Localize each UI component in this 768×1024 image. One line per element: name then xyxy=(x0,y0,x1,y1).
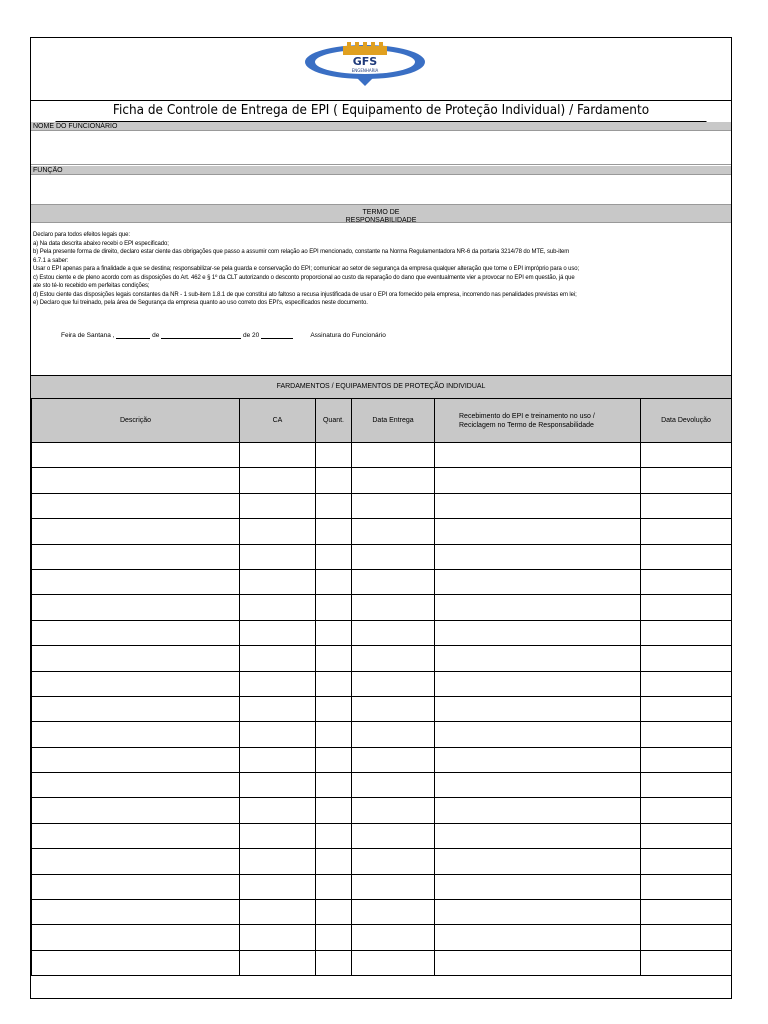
cell-ca[interactable] xyxy=(240,900,316,925)
cell-recebimento[interactable] xyxy=(435,798,641,823)
cell-recebimento[interactable] xyxy=(435,950,641,975)
cell-descricao[interactable] xyxy=(32,569,240,594)
termo-heading xyxy=(31,204,731,223)
cell-quant[interactable] xyxy=(316,671,352,696)
cell-data-entrega[interactable] xyxy=(352,925,435,950)
termo-line: a) Na data descrita abaixo recebi o EPI especificado; xyxy=(33,240,169,247)
cell-ca[interactable] xyxy=(240,849,316,874)
cell-ca[interactable] xyxy=(240,468,316,493)
cell-data-entrega[interactable] xyxy=(352,798,435,823)
table-row xyxy=(32,468,732,493)
sign-de-2: de 20 xyxy=(242,332,260,339)
termo-line: c) Estou ciente e de pleno acordo com as disposições do Art. 462 e § 1º da CLT autorizando o desconto proporcional ao custo da reparação do dano que eventualmente vier a provocar no EPI em questão, já que xyxy=(33,274,575,281)
cell-ca[interactable] xyxy=(240,874,316,899)
cell-data-devolucao[interactable] xyxy=(641,823,732,848)
cell-data-devolucao[interactable] xyxy=(641,443,732,468)
cell-quant[interactable] xyxy=(316,443,352,468)
cell-data-entrega[interactable] xyxy=(352,773,435,798)
cell-data-entrega[interactable] xyxy=(352,874,435,899)
cell-ca[interactable] xyxy=(240,544,316,569)
cell-data-entrega[interactable] xyxy=(352,696,435,721)
cell-quant[interactable] xyxy=(316,519,352,544)
cell-data-devolucao[interactable] xyxy=(641,646,732,671)
cell-quant[interactable] xyxy=(316,874,352,899)
cell-quant[interactable] xyxy=(316,849,352,874)
cell-descricao[interactable] xyxy=(32,900,240,925)
table-row xyxy=(32,595,732,620)
cell-data-devolucao[interactable] xyxy=(641,544,732,569)
cell-ca[interactable] xyxy=(240,798,316,823)
cell-data-entrega[interactable] xyxy=(352,544,435,569)
cell-quant[interactable] xyxy=(316,493,352,518)
cell-ca[interactable] xyxy=(240,950,316,975)
cell-data-entrega[interactable] xyxy=(352,620,435,645)
table-row xyxy=(32,493,732,518)
cell-data-devolucao[interactable] xyxy=(641,696,732,721)
cell-data-entrega[interactable] xyxy=(352,722,435,747)
termo-line: b) Pela presente forma de direito, declaro estar ciente das obrigações que passo a assumir com relação ao EPI mencionado, constante na Norma Regulamentadora NR-6 da portaria 3214/78 do MTE, sub-item xyxy=(33,249,570,255)
cell-recebimento[interactable] xyxy=(435,849,641,874)
cell-quant[interactable] xyxy=(316,773,352,798)
logo-subtext: ENGENHARIA xyxy=(351,68,379,73)
cell-descricao[interactable] xyxy=(32,925,240,950)
cell-quant[interactable] xyxy=(316,747,352,772)
cell-recebimento[interactable] xyxy=(435,773,641,798)
cell-quant[interactable] xyxy=(316,620,352,645)
cell-data-devolucao[interactable] xyxy=(641,519,732,544)
termo-line: e) Declaro que fui treinado, pela área de Segurança da empresa quanto ao uso correto dos EPI's, especificados neste documento. xyxy=(33,300,368,306)
cell-data-devolucao[interactable] xyxy=(641,671,732,696)
termo-line: ate sto té-lo recebido em perfeitas condições; xyxy=(33,283,150,289)
cell-ca[interactable] xyxy=(240,443,316,468)
cell-descricao[interactable] xyxy=(32,671,240,696)
table-row xyxy=(32,671,732,696)
cell-recebimento[interactable] xyxy=(435,722,641,747)
cell-data-entrega[interactable] xyxy=(352,493,435,518)
cell-data-devolucao[interactable] xyxy=(641,798,732,823)
cell-descricao[interactable] xyxy=(32,823,240,848)
cell-descricao[interactable] xyxy=(32,646,240,671)
nome-funcionario-label: NOME DO FUNCIONÁRIO xyxy=(31,122,731,131)
cell-data-entrega[interactable] xyxy=(352,646,435,671)
table-row xyxy=(32,747,732,772)
cell-quant[interactable] xyxy=(316,646,352,671)
funcao-field[interactable] xyxy=(31,175,731,204)
signature-line xyxy=(61,332,386,339)
logo-text: GFS xyxy=(352,55,378,68)
cell-recebimento[interactable] xyxy=(435,544,641,569)
cell-recebimento[interactable] xyxy=(435,646,641,671)
cell-quant[interactable] xyxy=(316,925,352,950)
cell-ca[interactable] xyxy=(240,722,316,747)
cell-data-devolucao[interactable] xyxy=(641,468,732,493)
termo-heading-line2: RESPONSABILIDADE xyxy=(345,217,417,223)
funcao-label: FUNÇÃO xyxy=(31,166,731,175)
cell-recebimento[interactable] xyxy=(435,468,641,493)
table-row xyxy=(32,950,732,975)
cell-ca[interactable] xyxy=(240,671,316,696)
cell-ca[interactable] xyxy=(240,773,316,798)
header-logo-area xyxy=(31,38,731,101)
cell-quant[interactable] xyxy=(316,468,352,493)
sign-assinatura-label: Assinatura do Funcionário xyxy=(310,332,386,339)
termo-text xyxy=(31,231,731,308)
cell-data-devolucao[interactable] xyxy=(641,595,732,620)
cell-data-devolucao[interactable] xyxy=(641,900,732,925)
sign-city: Feira de Santana , xyxy=(61,332,115,339)
table-row xyxy=(32,544,732,569)
cell-recebimento[interactable] xyxy=(435,925,641,950)
cell-data-entrega[interactable] xyxy=(352,950,435,975)
nome-funcionario-field[interactable] xyxy=(31,131,731,165)
cell-ca[interactable] xyxy=(240,646,316,671)
col-quant: Quant. xyxy=(316,399,352,443)
cell-descricao[interactable] xyxy=(32,468,240,493)
table-row xyxy=(32,569,732,594)
table-row xyxy=(32,443,732,468)
cell-data-entrega[interactable] xyxy=(352,671,435,696)
cell-descricao[interactable] xyxy=(32,519,240,544)
cell-data-devolucao[interactable] xyxy=(641,569,732,594)
cell-quant[interactable] xyxy=(316,544,352,569)
col-data-devolucao: Data Devolução xyxy=(641,399,732,443)
table-row xyxy=(32,900,732,925)
cell-descricao[interactable] xyxy=(32,544,240,569)
day-blank[interactable] xyxy=(116,338,150,339)
table-row xyxy=(32,519,732,544)
epi-table-header-row xyxy=(32,399,732,443)
epi-form-sheet xyxy=(30,37,732,999)
cell-ca[interactable] xyxy=(240,519,316,544)
table-row xyxy=(32,823,732,848)
cell-descricao[interactable] xyxy=(32,595,240,620)
cell-data-devolucao[interactable] xyxy=(641,747,732,772)
cell-ca[interactable] xyxy=(240,925,316,950)
year-blank[interactable] xyxy=(261,338,293,339)
cell-quant[interactable] xyxy=(316,900,352,925)
cell-quant[interactable] xyxy=(316,950,352,975)
cell-data-devolucao[interactable] xyxy=(641,773,732,798)
cell-data-devolucao[interactable] xyxy=(641,620,732,645)
cell-data-entrega[interactable] xyxy=(352,747,435,772)
cell-descricao[interactable] xyxy=(32,493,240,518)
cell-data-devolucao[interactable] xyxy=(641,493,732,518)
cell-descricao[interactable] xyxy=(32,747,240,772)
col-ca: CA xyxy=(240,399,316,443)
epi-table xyxy=(31,398,732,976)
termo-line: d) Estou ciente das disposições legais constantes da NR - 1 sub-item 1.8.1 de que constitui ato faltoso a recusa injustificada de usar o EPI ora fornecido pela empresa, incorrendo nas penalidades previstas em lei; xyxy=(33,291,577,298)
cell-descricao[interactable] xyxy=(32,773,240,798)
month-blank[interactable] xyxy=(161,338,241,339)
cell-descricao[interactable] xyxy=(32,620,240,645)
cell-descricao[interactable] xyxy=(32,874,240,899)
col-descricao: Descrição xyxy=(32,399,240,443)
cell-quant[interactable] xyxy=(316,798,352,823)
cell-data-entrega[interactable] xyxy=(352,443,435,468)
cell-data-entrega[interactable] xyxy=(352,569,435,594)
cell-data-entrega[interactable] xyxy=(352,823,435,848)
cell-recebimento[interactable] xyxy=(435,696,641,721)
form-title: Ficha de Controle de Entrega de EPI ( Equipamento de Proteção Individual) / Fardamento xyxy=(56,100,707,122)
cell-recebimento[interactable] xyxy=(435,823,641,848)
table-row xyxy=(32,798,732,823)
cell-data-entrega[interactable] xyxy=(352,849,435,874)
termo-line: Usar o EPI apenas para a finalidade a que se destina; responsabilizar-se pela guarda e conservação do EPI; comunicar ao setor de segurança da empresa qualquer alteração que torne o EPI impróprio para o uso; xyxy=(33,266,580,272)
cell-ca[interactable] xyxy=(240,569,316,594)
cell-ca[interactable] xyxy=(240,747,316,772)
company-logo xyxy=(303,40,427,86)
termo-line: 6.7.1 a saber: xyxy=(33,257,69,264)
cell-descricao[interactable] xyxy=(32,722,240,747)
cell-quant[interactable] xyxy=(316,569,352,594)
cell-ca[interactable] xyxy=(240,823,316,848)
cell-ca[interactable] xyxy=(240,493,316,518)
table-row xyxy=(32,849,732,874)
cell-data-entrega[interactable] xyxy=(352,900,435,925)
cell-data-devolucao[interactable] xyxy=(641,874,732,899)
cell-recebimento[interactable] xyxy=(435,443,641,468)
cell-data-devolucao[interactable] xyxy=(641,925,732,950)
cell-data-devolucao[interactable] xyxy=(641,950,732,975)
table-row xyxy=(32,722,732,747)
cell-recebimento[interactable] xyxy=(435,620,641,645)
cell-recebimento[interactable] xyxy=(435,900,641,925)
cell-data-entrega[interactable] xyxy=(352,595,435,620)
cell-data-devolucao[interactable] xyxy=(641,849,732,874)
termo-heading-line1: TERMO DE xyxy=(362,209,400,216)
cell-ca[interactable] xyxy=(240,620,316,645)
cell-recebimento[interactable] xyxy=(435,569,641,594)
cell-descricao[interactable] xyxy=(32,798,240,823)
cell-descricao[interactable] xyxy=(32,950,240,975)
table-row xyxy=(32,874,732,899)
cell-data-entrega[interactable] xyxy=(352,519,435,544)
table-row xyxy=(32,620,732,645)
termo-line: Declaro para todos efeitos legais que: xyxy=(33,232,130,238)
cell-descricao[interactable] xyxy=(32,696,240,721)
cell-descricao[interactable] xyxy=(32,443,240,468)
cell-recebimento[interactable] xyxy=(435,671,641,696)
cell-data-entrega[interactable] xyxy=(352,468,435,493)
epi-table-body xyxy=(32,443,732,976)
cell-recebimento[interactable] xyxy=(435,874,641,899)
table-row xyxy=(32,696,732,721)
sign-de-1: de xyxy=(152,332,160,339)
cell-quant[interactable] xyxy=(316,595,352,620)
cell-recebimento[interactable] xyxy=(435,747,641,772)
col-data-entrega: Data Entrega xyxy=(352,399,435,443)
col-recebimento: Recebimento do EPI e treinamento no uso / Reciclagem no Termo de Responsabilidade xyxy=(435,399,641,443)
cell-quant[interactable] xyxy=(316,696,352,721)
cell-ca[interactable] xyxy=(240,696,316,721)
table-row xyxy=(32,925,732,950)
table-row xyxy=(32,646,732,671)
table-row xyxy=(32,773,732,798)
cell-quant[interactable] xyxy=(316,823,352,848)
cell-ca[interactable] xyxy=(240,595,316,620)
cell-data-devolucao[interactable] xyxy=(641,722,732,747)
cell-recebimento[interactable] xyxy=(435,493,641,518)
cell-recebimento[interactable] xyxy=(435,595,641,620)
cell-descricao[interactable] xyxy=(32,849,240,874)
cell-recebimento[interactable] xyxy=(435,519,641,544)
epi-table-heading: FARDAMENTOS / EQUIPAMENTOS DE PROTEÇÃO INDIVIDUAL xyxy=(31,375,731,398)
cell-quant[interactable] xyxy=(316,722,352,747)
